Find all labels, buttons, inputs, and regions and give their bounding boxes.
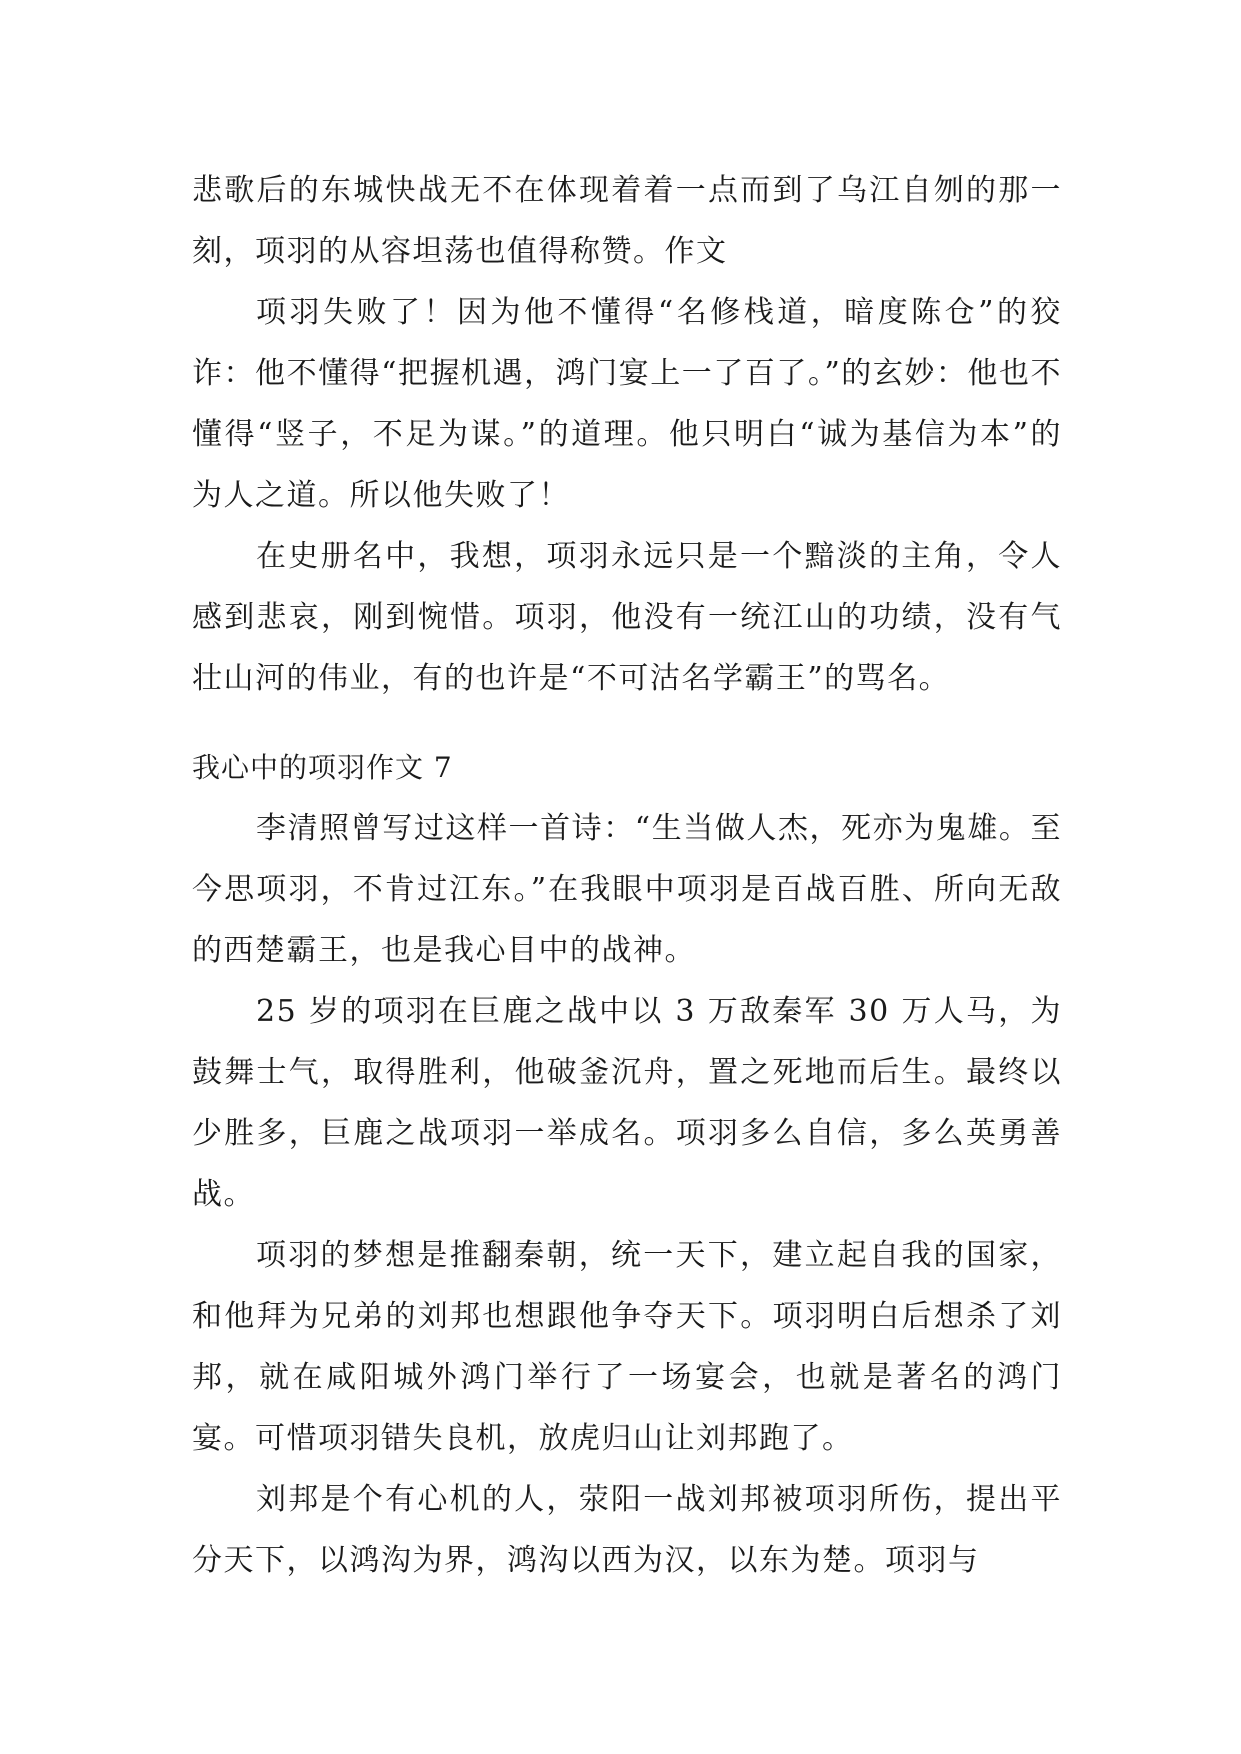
paragraph-poem: 李清照曾写过这样一首诗：“生当做人杰，死亦为鬼雄。至今思项羽，不肯过江东。”在我眼中项羽是百战百胜、所向无敌的西楚霸王，也是我心目中的战神。 [192,811,1062,968]
paragraph-continuation: 悲歌后的东城快战无不在体现着着一点而到了乌江自刎的那一刻，项羽的从容坦荡也值得称赞。作文 [192,173,1062,269]
paragraph-hongmen-banquet: 项羽的梦想是推翻秦朝，统一天下，建立起自我的国家，和他拜为兄弟的刘邦也想跟他争夺天下。项羽明白后想杀了刘邦，就在咸阳城外鸿门举行了一场宴会，也就是著名的鸿门宴。可惜项羽错失良机，放虎归山让刘邦跑了。 [192,1238,1062,1456]
section-title: 我心中的项羽作文 7 [192,751,453,784]
paragraph-history: 在史册名中，我想，项羽永远只是一个黯淡的主角，令人感到悲哀，刚到惋惜。项羽，他没有一统江山的功绩，没有气壮山河的伟业，有的也许是“不可沽名学霸王”的骂名。 [192,539,1062,696]
paragraph-failure: 项羽失败了！因为他不懂得“名修栈道，暗度陈仓”的狡诈：他不懂得“把握机遇，鸿门宴上一了百了。”的玄妙：他也不懂得“竖子，不足为谋。”的道理。他只明白“诚为基信为本”的为人之道。所以他失败了！ [192,295,1062,513]
paragraph-liu-bang: 刘邦是个有心机的人，荥阳一战刘邦被项羽所伤，提出平分天下，以鸿沟为界，鸿沟以西为汉，以东为楚。项羽与 [192,1482,1062,1578]
paragraph-julu-battle: 25 岁的项羽在巨鹿之战中以 3 万敌秦军 30 万人马，为鼓舞士气，取得胜利，他破釜沉舟，置之死地而后生。最终以少胜多，巨鹿之战项羽一举成名。项羽多么自信，多么英勇善战。 [192,994,1062,1212]
document-page [192,160,1062,1591]
